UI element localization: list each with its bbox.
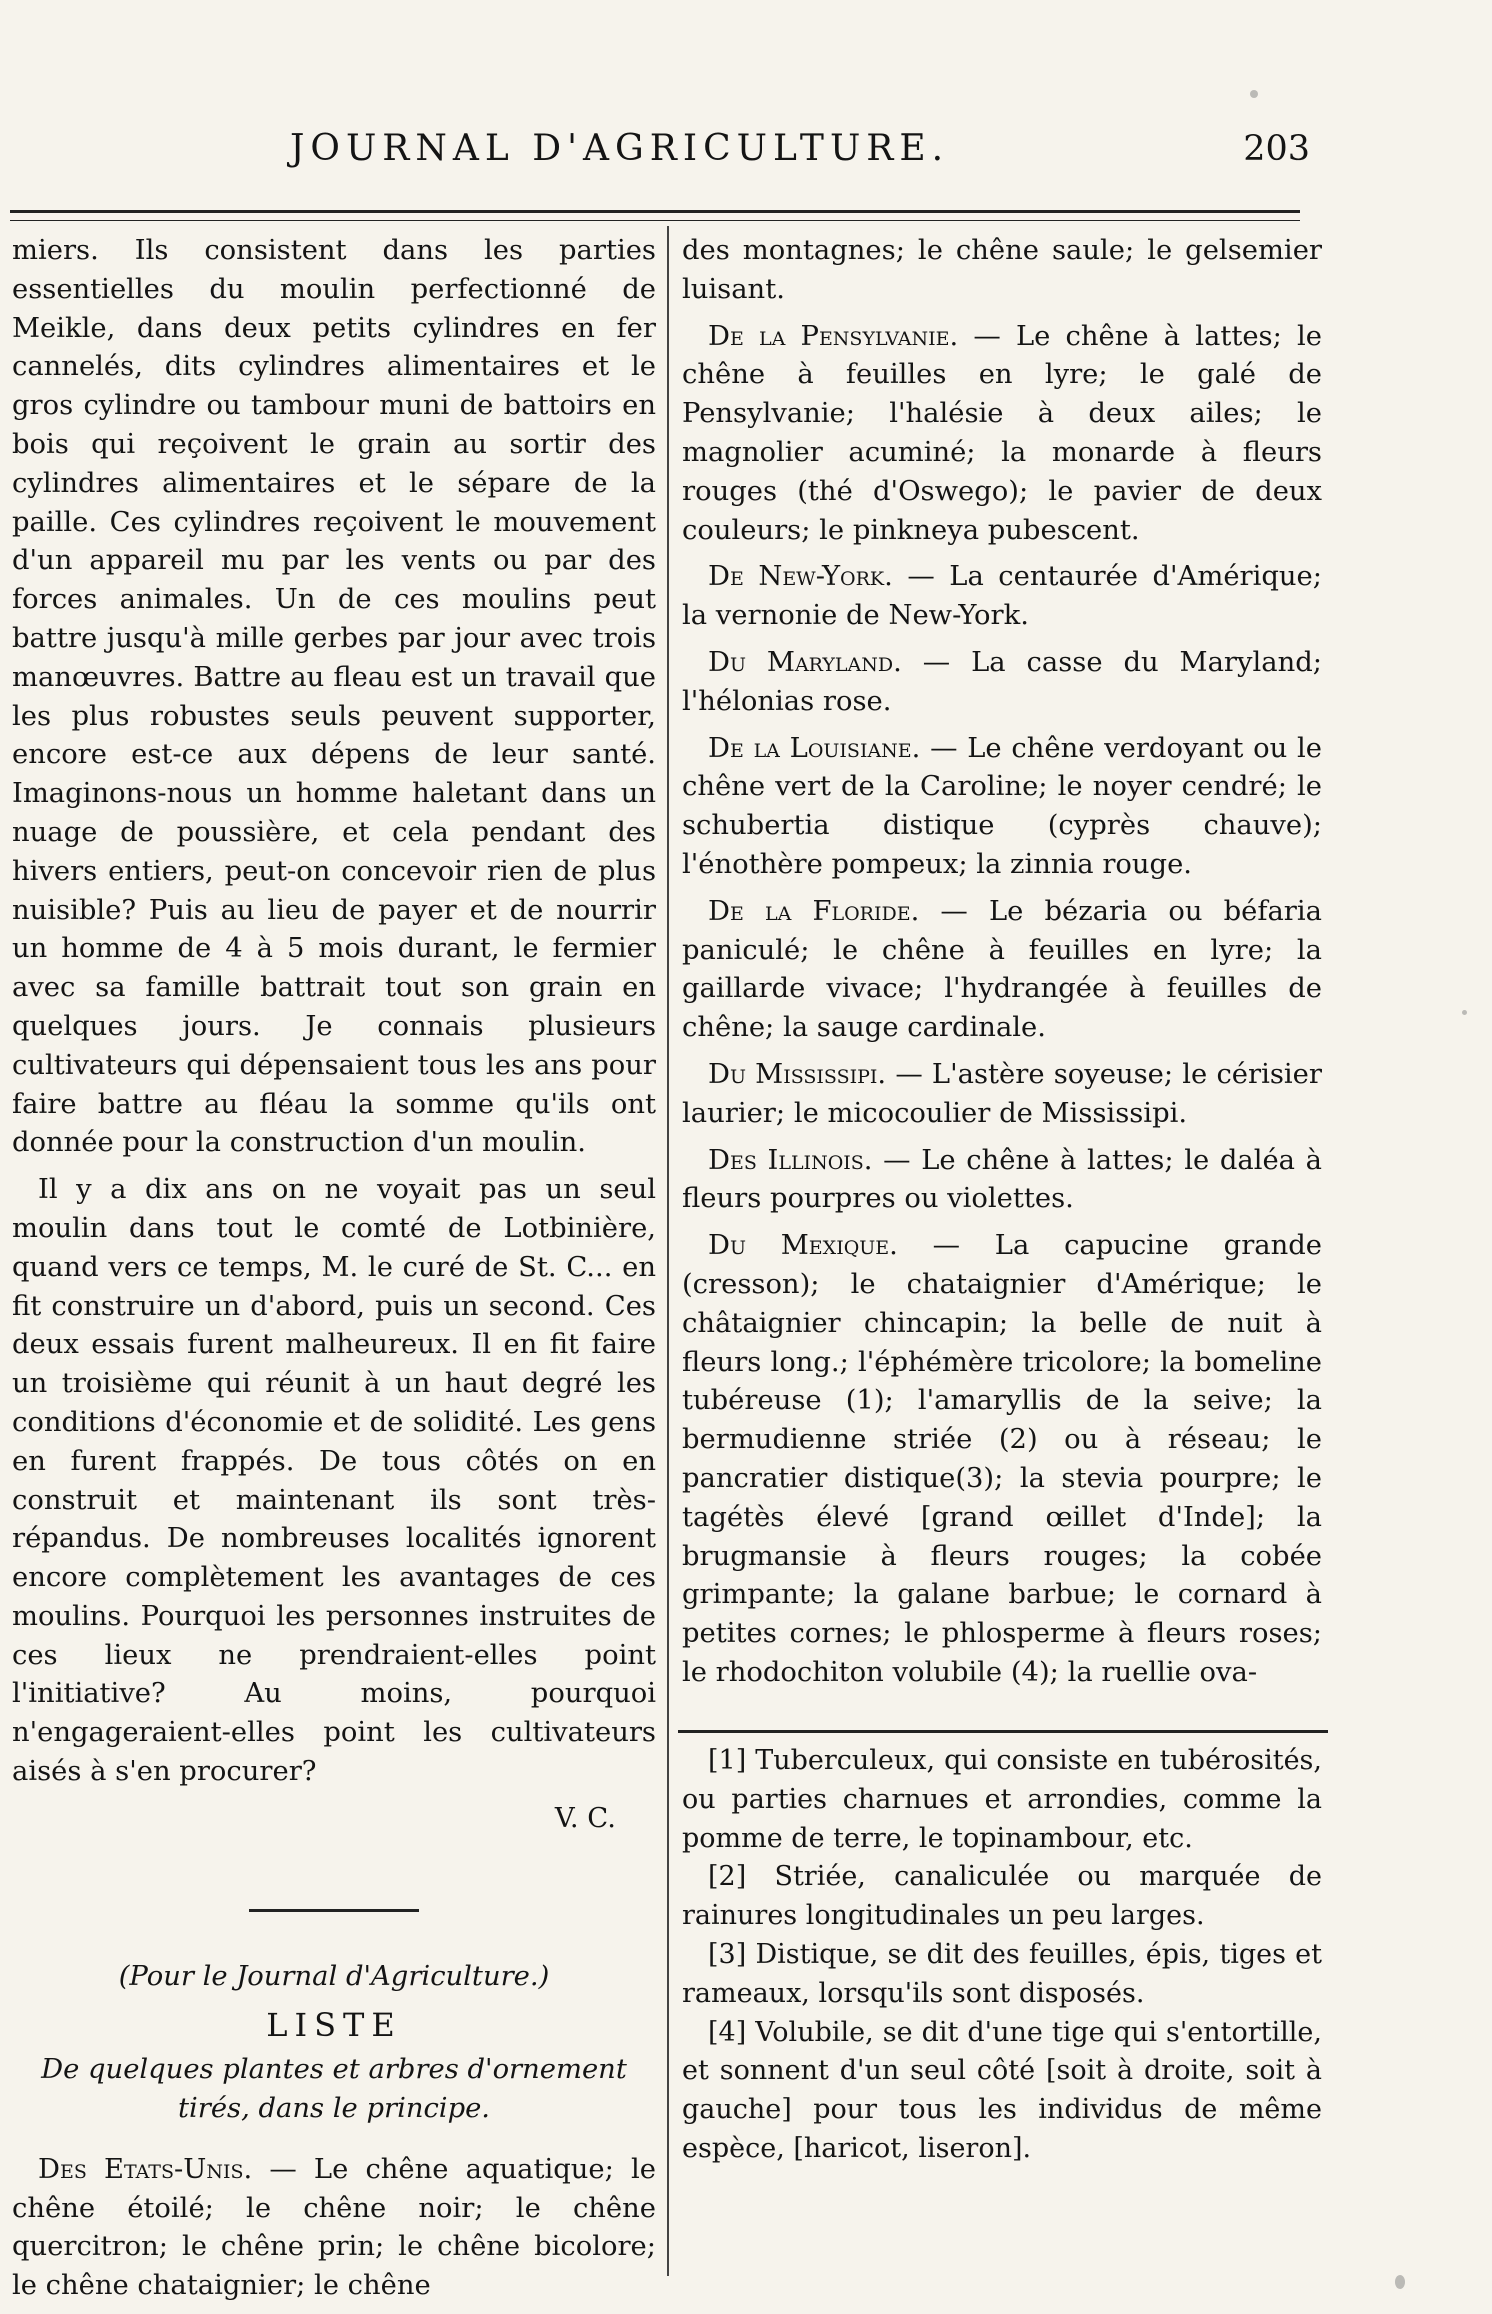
list-entry [682, 1056, 1322, 1134]
list-entry [682, 893, 1322, 1048]
column-divider [667, 226, 669, 2276]
author-signature: V. C. [554, 1802, 616, 1834]
ink-speck [1250, 90, 1258, 98]
entry-region: Des Etats-Unis. [38, 2153, 253, 2185]
list-entry [682, 318, 1322, 551]
list-entry [682, 1142, 1322, 1220]
entry-region: Du Mississipi. [708, 1058, 887, 1090]
entry-region: Du Mexique. [708, 1230, 898, 1262]
entry-text: — La centaurée d'Amérique; la vernonie de New-York. [682, 561, 1322, 632]
ink-speck [1395, 2275, 1405, 2289]
ink-speck [1462, 1010, 1467, 1015]
entry-text: — Le chêne à lattes; le daléa à fleurs pourpres ou violettes. [682, 1144, 1322, 1215]
entry-region: De la Floride. [708, 895, 920, 927]
list-entry [12, 2151, 656, 2306]
footnote-rule [678, 1730, 1328, 1733]
page-number: 203 [1243, 129, 1310, 169]
entry-region: De New-York. [708, 561, 893, 593]
entry-text: — La casse du Maryland; l'hélonias rose. [682, 646, 1322, 717]
source-note: (Pour le Journal d'Agriculture.) [118, 1960, 550, 1992]
continued-entry: des montagnes; le chêne saule; le gelsemier luisant. [682, 235, 1322, 305]
entry-text: — Le bézaria ou béfaria paniculé; le chêne à feuilles en lyre; la gaillarde vivace; l'hydrangée à feuilles de chêne; la sauge cardinale. [682, 895, 1322, 1044]
body-paragraph: Il y a dix ans on ne voyait pas un seul moulin dans tout le comté de Lotbinière, quand vers ce temps, M. le curé de St. C... en fit construire un d'abord, puis un second. Ces deux essais furent malheureux. Il en fit faire un troisième qui réunit à un haut degré les conditions d'économie et de solidité. Les gens en furent frappés. De tous côtés on en construit et maintenant ils sont très-répandus. De nombreuses localités ignorent encore complètement les avantages de ces moulins. Pourquoi les personnes instruites de ces lieux ne prendraient-elles point l'initiative? Au moins, pourquoi n'engageraient-elles point les cultivateurs aisés à s'en procurer? [12, 1174, 656, 1788]
running-title: JOURNAL D'AGRICULTURE. [290, 128, 950, 169]
header-double-rule [10, 210, 1300, 221]
section-separator [249, 1909, 419, 1912]
page-header [290, 128, 1310, 184]
footnote: [1] Tuberculeux, qui consiste en tubérosités, ou parties charnues et arrondies, comme la pomme de terre, le topinambour, etc. [682, 1745, 1322, 1854]
entry-text: — L'astère soyeuse; le cérisier laurier; le micocoulier de Mississipi. [682, 1058, 1322, 1129]
list-subtitle: De quelques plantes et arbres d'ornement tirés, dans le principe. [41, 2054, 627, 2125]
entry-text: — Le chêne verdoyant ou le chêne vert de la Caroline; le noyer cendré; le schubertia distique (cyprès chauve); l'énothère pompeux; la zinnia rouge. [682, 732, 1322, 880]
footnote: [3] Distique, se dit des feuilles, épis, tiges et rameaux, lorsqu'ils sont disposés. [682, 1938, 1322, 2009]
list-title: LISTE [266, 2006, 402, 2045]
left-column [12, 232, 656, 2314]
entry-text: — La capucine grande (cresson); le chataignier d'Amérique; le châtaignier chincapin; la belle de nuit à fleurs long.; l'éphémère tricolore; la bomeline tubéreuse (1); l'amaryllis de la seive; la bermudienne striée (2) ou à réseau; le pancratier distique(3); la stevia pourpre; le tagétès élevé [grand œillet d'Inde]; la brugmansie à fleurs rouges; la cobée grimpante; la galane barbue; le cornard à petites cornes; le phlosperme à fleurs roses; le rhodochiton volubile (4); la ruellie ova- [682, 1230, 1322, 1688]
footnote: [2] Striée, canaliculée ou marquée de rainures longitudinales un peu larges. [682, 1861, 1322, 1932]
list-entry [682, 558, 1322, 636]
entry-text: — Le chêne à lattes; le chêne à feuilles en lyre; le galé de Pensylvanie; l'halésie à deux ailes; le magnolier acuminé; la monarde à fleurs rouges (thé d'Oswego); le pavier de deux couleurs; le pinkneya pubescent. [682, 320, 1322, 546]
list-entry [682, 644, 1322, 722]
entry-text: — Le chêne aquatique; le chêne étoilé; le chêne noir; le chêne quercitron; le chêne prin; le chêne bicolore; le chêne chataignier; le chêne [12, 2153, 656, 2302]
list-entry [682, 1227, 1322, 1693]
entry-region: Du Maryland. [708, 646, 902, 678]
footnotes [682, 1742, 1322, 2169]
entry-region: De la Pensylvanie. [708, 320, 959, 352]
footnote: [4] Volubile, se dit d'une tige qui s'entortille, et sonnent d'un seul côté [soit à droite, soit à gauche] pour tous les individus de même espèce, [haricot, liseron]. [682, 2016, 1322, 2164]
right-column [682, 232, 1322, 1701]
entry-region: De la Louisiane. [708, 732, 921, 764]
list-entry [682, 730, 1322, 885]
entry-region: Des Illinois. [708, 1144, 873, 1176]
body-paragraph: miers. Ils consistent dans les parties essentielles du moulin perfectionné de Meikle, dans deux petits cylindres en fer cannelés, dits cylindres alimentaires et le gros cylindre ou tambour muni de battoirs en bois qui reçoivent le grain au sortir des cylindres alimentaires et le sépare de la paille. Ces cylindres reçoivent le mouvement d'un appareil mu par les vents ou par des forces animales. Un de ces moulins peut battre jusqu'à mille gerbes par jour avec trois manœuvres. Battre au fleau est un travail que les plus robustes seuls peuvent supporter, encore est-ce aux dépens de leur santé. Imaginons-nous un homme haletant dans un nuage de poussière, et cela pendant des hivers entiers, peut-on concevoir rien de plus nuisible? Puis au lieu de payer et de nourrir un homme de 4 à 5 mois durant, le fermier avec sa famille battrait tout son grain en quelques jours. Je connais plusieurs cultivateurs qui dépensaient tous les ans pour faire battre au fléau la somme qu'ils ont donnée pour la construction d'un moulin. [12, 235, 656, 1159]
